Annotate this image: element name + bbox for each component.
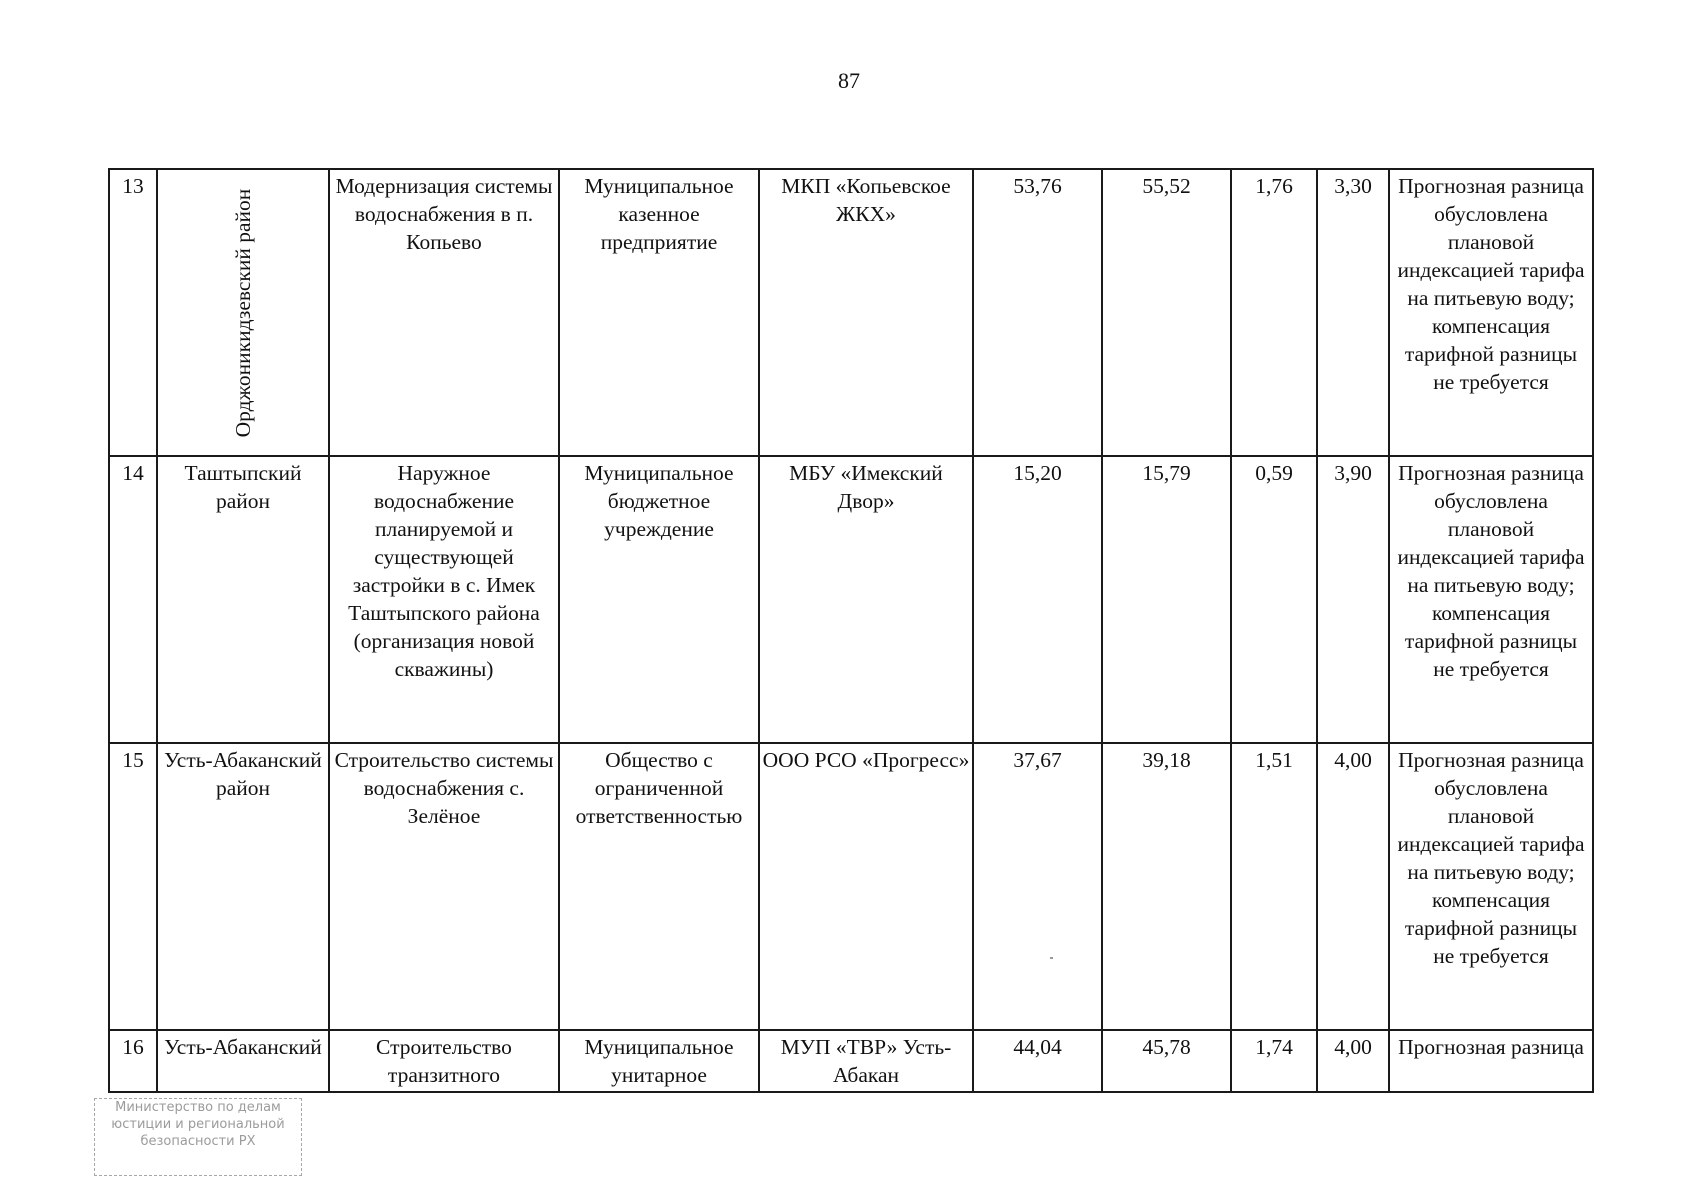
value-2: 39,18 [1102, 743, 1231, 1030]
district-name: Усть-Абаканский район [157, 743, 329, 1030]
project-name: Модернизация системы водоснабжения в п. Копьево [329, 169, 559, 456]
value-2: 15,79 [1102, 456, 1231, 743]
percent: 4,00 [1317, 1030, 1389, 1092]
page-number: 87 [838, 68, 860, 93]
value-2: 55,52 [1102, 169, 1231, 456]
stamp-line: юстиции и региональной [111, 1117, 285, 1132]
table-row [109, 1030, 1593, 1092]
district-name: Орджоникидзевский район [231, 188, 255, 437]
value-1: 44,04 [973, 1030, 1102, 1092]
value-2: 45,78 [1102, 1030, 1231, 1092]
note: Прогнозная разница обусловлена плановой индексацией тарифа на питьевую воду; компенсация тарифной разницы не требуется [1389, 743, 1593, 1030]
organization-form: Муниципальное унитарное [559, 1030, 759, 1092]
district-name: Усть-Абаканский [157, 1030, 329, 1092]
percent: 3,30 [1317, 169, 1389, 456]
value-1: 15,20 [973, 456, 1102, 743]
project-name: Наружное водоснабжение планируемой и существующей застройки в с. Имек Таштыпского района (организация новой скважины) [329, 456, 559, 743]
registration-stamp [94, 1098, 302, 1176]
note: Прогнозная разница [1389, 1030, 1593, 1092]
district-cell [157, 169, 329, 456]
organization-form: Муниципальное казенное предприятие [559, 169, 759, 456]
organization-form: Муниципальное бюджетное учреждение [559, 456, 759, 743]
difference: 1,74 [1231, 1030, 1317, 1092]
table-row [109, 456, 1593, 743]
stamp-line: Министерство по делам [115, 1100, 281, 1115]
row-number: 13 [109, 169, 157, 456]
difference: 1,51 [1231, 743, 1317, 1030]
note: Прогнозная разница обусловлена плановой индексацией тарифа на питьевую воду; компенсация тарифной разницы не требуется [1389, 456, 1593, 743]
percent: 4,00 [1317, 743, 1389, 1030]
organization-name: МУП «ТВР» Усть-Абакан [759, 1030, 973, 1092]
note: Прогнозная разница обусловлена плановой индексацией тарифа на питьевую воду; компенсация тарифной разницы не требуется [1389, 169, 1593, 456]
scan-speck [1050, 957, 1053, 959]
difference: 1,76 [1231, 169, 1317, 456]
row-number: 15 [109, 743, 157, 1030]
stamp-line: безопасности РХ [140, 1134, 256, 1149]
table-row [109, 169, 1593, 456]
projects-table [108, 168, 1594, 1093]
district-name: Таштыпский район [157, 456, 329, 743]
value-1: 37,67 [973, 743, 1102, 1030]
percent: 3,90 [1317, 456, 1389, 743]
row-number: 14 [109, 456, 157, 743]
row-number: 16 [109, 1030, 157, 1092]
project-name: Строительство системы водоснабжения с. Зелёное [329, 743, 559, 1030]
project-name: Строительство транзитного [329, 1030, 559, 1092]
difference: 0,59 [1231, 456, 1317, 743]
organization-form: Общество с ограниченной ответственностью [559, 743, 759, 1030]
value-1: 53,76 [973, 169, 1102, 456]
organization-name: МКП «Копьевское ЖКХ» [759, 169, 973, 456]
table-row [109, 743, 1593, 1030]
organization-name: ООО РСО «Прогресс» [759, 743, 973, 1030]
organization-name: МБУ «Имекский Двор» [759, 456, 973, 743]
